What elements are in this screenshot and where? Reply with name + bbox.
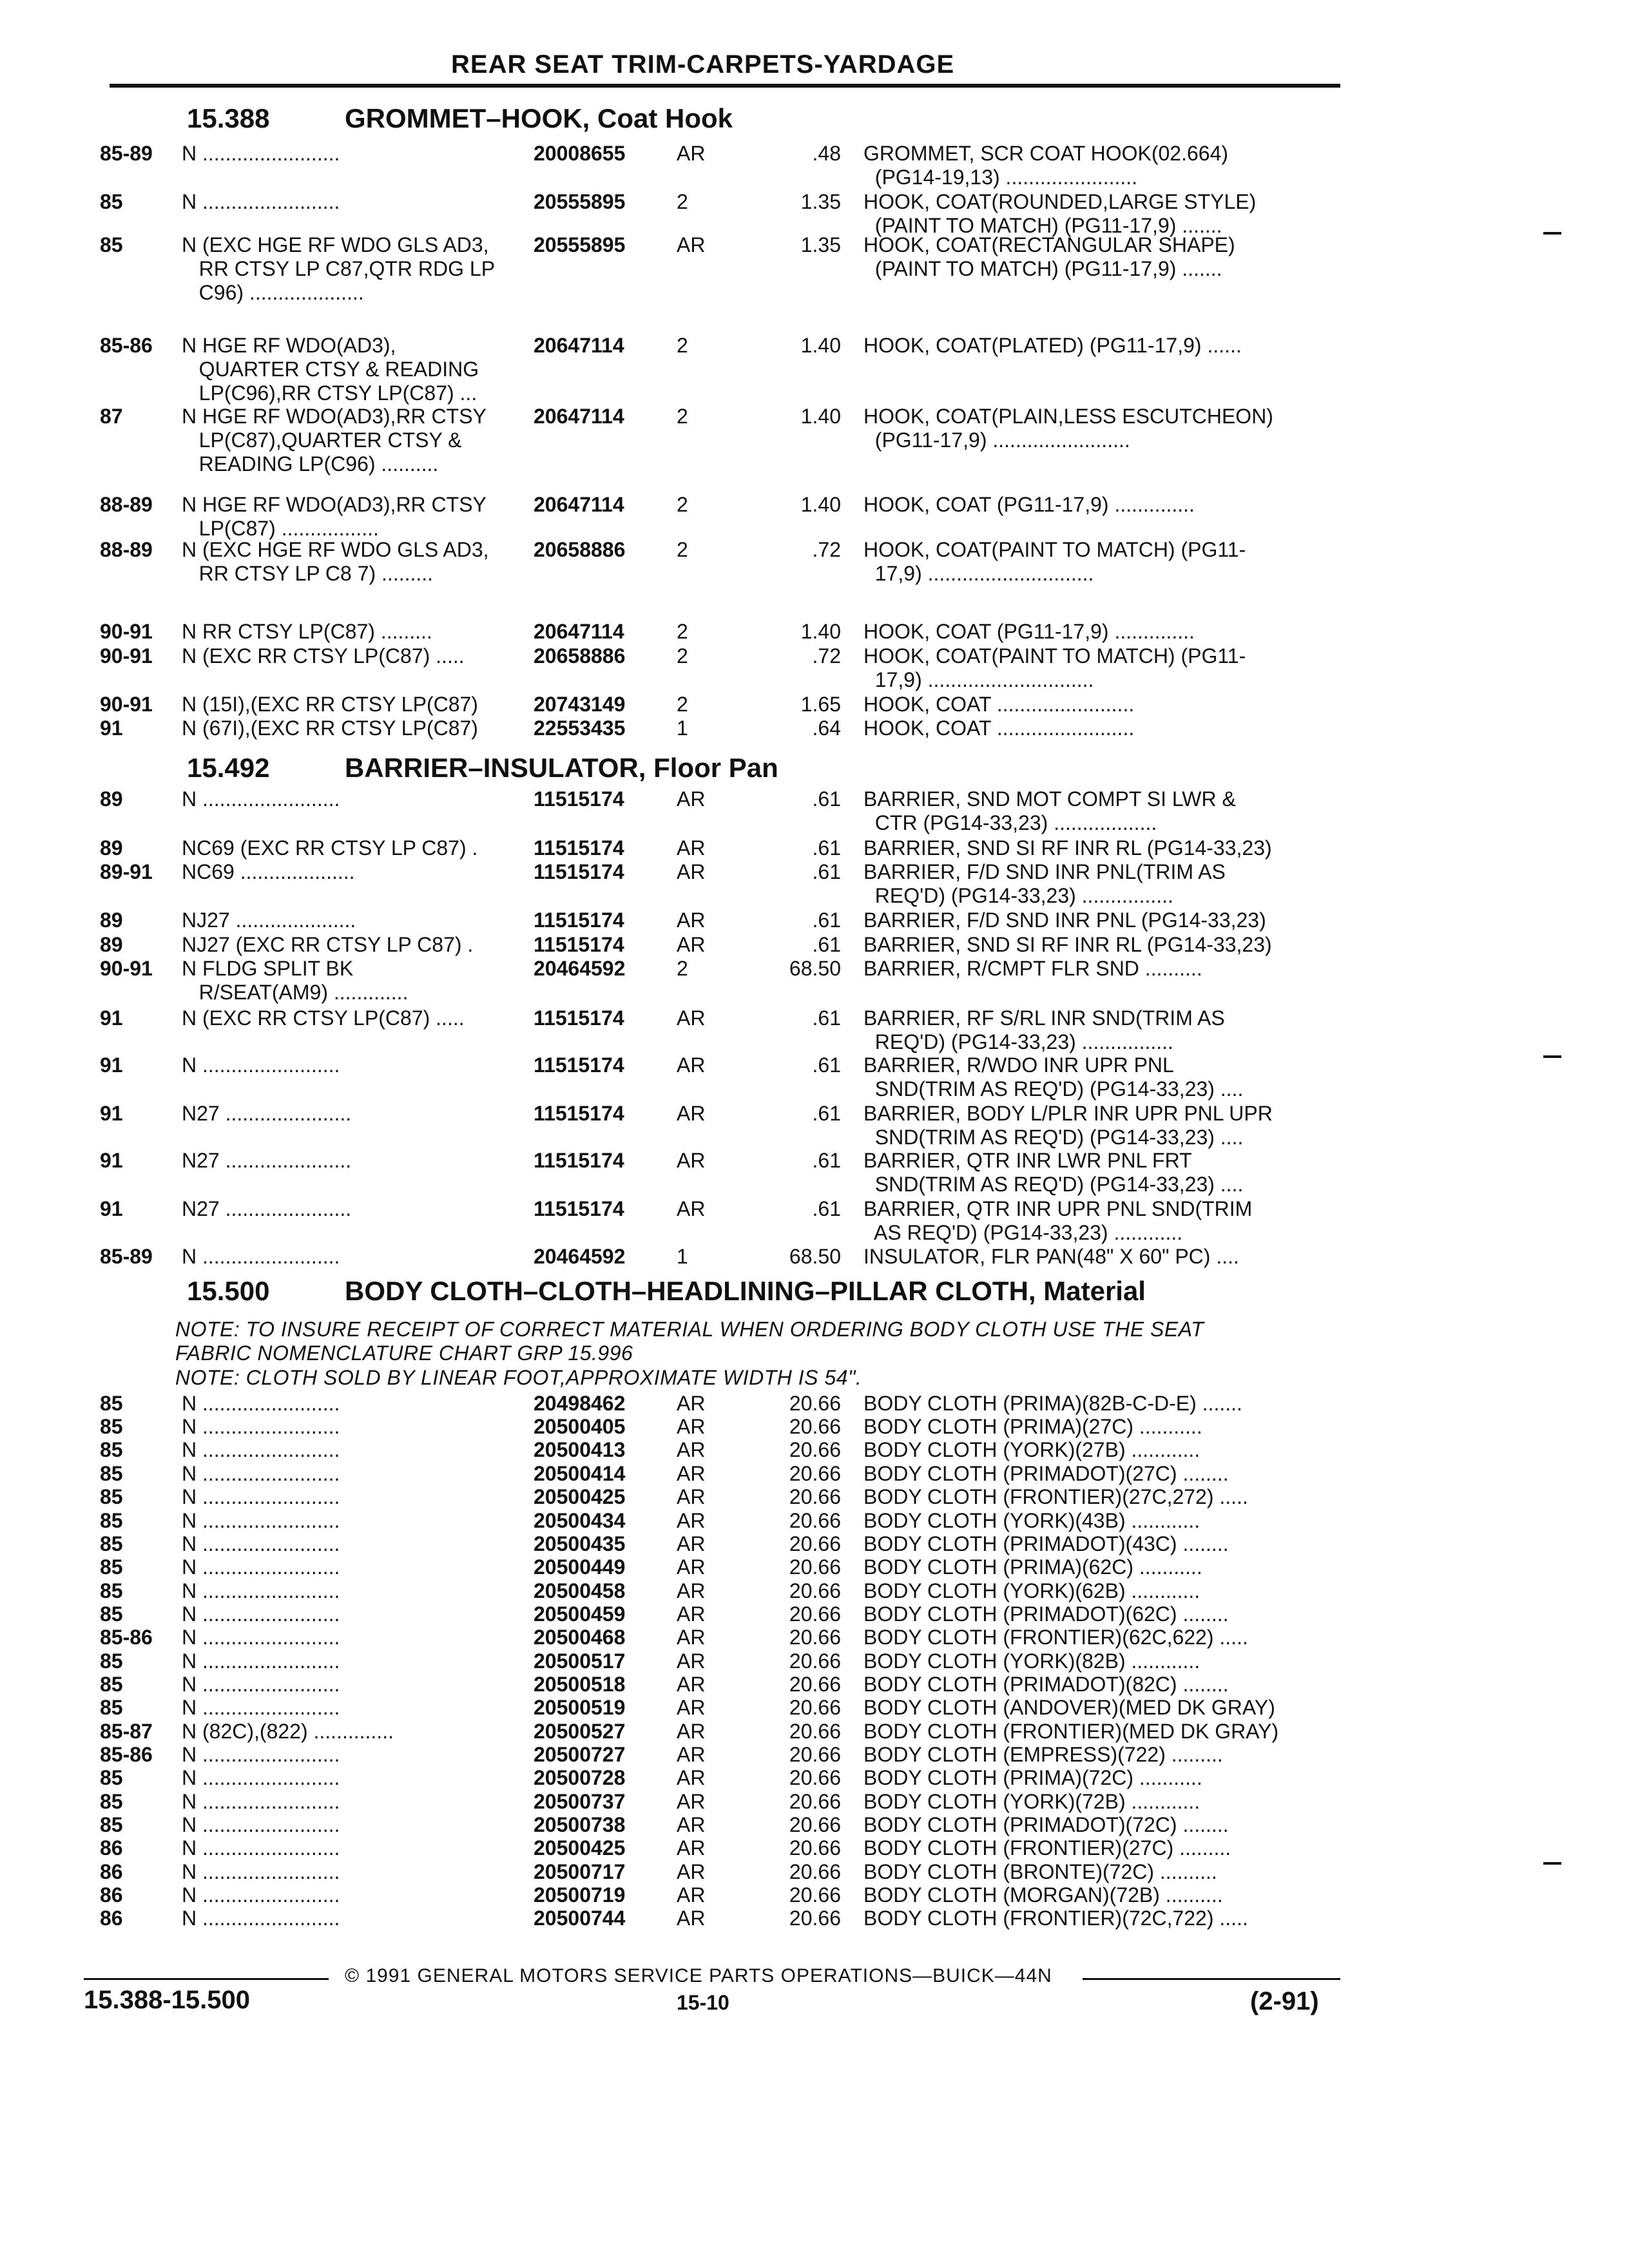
application: NJ27 (EXC RR CTSY LP C87) . bbox=[182, 933, 474, 956]
part-description: BARRIER, BODY L/PLR INR UPR PNL UPR SND(TRIM AS REQ'D) (PG14-33,23) .... bbox=[863, 1102, 1273, 1149]
part-description: HOOK, COAT (PG11-17,9) .............. bbox=[863, 493, 1195, 516]
application: N (EXC RR CTSY LP(C87) ..... bbox=[182, 644, 465, 668]
part-number: 11515174 bbox=[534, 860, 624, 883]
part-number: 20743149 bbox=[534, 693, 626, 716]
part-number: 20647114 bbox=[534, 493, 624, 516]
part-description: HOOK, COAT ........................ bbox=[863, 716, 1135, 740]
application: N27 ...................... bbox=[182, 1149, 352, 1172]
part-description: BODY CLOTH (PRIMADOT)(62C) ........ bbox=[863, 1602, 1229, 1626]
footer-group-range: 15.388-15.500 bbox=[84, 1986, 251, 2014]
part-description: BODY CLOTH (PRIMA)(62C) ........... bbox=[863, 1555, 1202, 1579]
model-years: 85-87 bbox=[100, 1720, 153, 1743]
footer-page-number: 15-10 bbox=[677, 1991, 729, 2014]
quantity: AR bbox=[677, 1649, 706, 1673]
model-years: 85-89 bbox=[100, 1245, 153, 1268]
part-number: 20500434 bbox=[534, 1509, 626, 1532]
part-description: GROMMET, SCR COAT HOOK(02.664) (PG14-19,13) ....................... bbox=[863, 142, 1229, 189]
part-number: 20658886 bbox=[534, 538, 626, 561]
application: N ........................ bbox=[182, 1883, 340, 1907]
price: 20.66 bbox=[789, 1532, 841, 1555]
application: N ........................ bbox=[182, 787, 340, 811]
application: N ........................ bbox=[182, 1532, 340, 1555]
application: N ........................ bbox=[182, 1836, 340, 1860]
application: N ........................ bbox=[182, 1555, 340, 1579]
quantity: AR bbox=[677, 1438, 706, 1461]
quantity: AR bbox=[677, 1766, 706, 1789]
part-description: BARRIER, SND SI RF INR RL (PG14-33,23) bbox=[863, 933, 1272, 956]
footer-rule-right bbox=[1083, 1978, 1340, 1980]
section-note: NOTE: CLOTH SOLD BY LINEAR FOOT,APPROXIMATE WIDTH IS 54". bbox=[175, 1366, 862, 1389]
application: N ........................ bbox=[182, 1860, 340, 1883]
part-description: BODY CLOTH (YORK)(82B) ............ bbox=[863, 1649, 1200, 1673]
price: 20.66 bbox=[789, 1579, 841, 1602]
quantity: 2 bbox=[677, 620, 688, 643]
part-description: BODY CLOTH (YORK)(62B) ............ bbox=[863, 1579, 1200, 1602]
part-number: 20008655 bbox=[534, 142, 626, 165]
model-years: 85 bbox=[100, 1579, 123, 1602]
part-description: BARRIER, F/D SND INR PNL(TRIM AS REQ'D) (PG14-33,23) ................ bbox=[863, 860, 1226, 907]
section-name: GROMMET–HOOK, Coat Hook bbox=[345, 103, 733, 133]
quantity: AR bbox=[677, 1907, 706, 1930]
quantity: AR bbox=[677, 1197, 706, 1220]
title-rule bbox=[110, 84, 1340, 88]
quantity: AR bbox=[677, 1149, 706, 1172]
price: 68.50 bbox=[789, 1245, 841, 1268]
part-number: 20500727 bbox=[534, 1743, 626, 1766]
part-description: HOOK, COAT(RECTANGULAR SHAPE) (PAINT TO MATCH) (PG11-17,9) ....... bbox=[863, 233, 1235, 280]
model-years: 85 bbox=[100, 1462, 123, 1485]
model-years: 89-91 bbox=[100, 860, 153, 883]
quantity: AR bbox=[677, 1883, 706, 1907]
application: N (15I),(EXC RR CTSY LP(C87) bbox=[182, 693, 478, 716]
quantity: AR bbox=[677, 787, 706, 811]
quantity: AR bbox=[677, 1006, 706, 1030]
section-number: 15.388 bbox=[187, 103, 270, 133]
quantity: 2 bbox=[677, 493, 688, 516]
price: 20.66 bbox=[789, 1860, 841, 1883]
part-description: BODY CLOTH (MORGAN)(72B) .......... bbox=[863, 1883, 1223, 1907]
model-years: 86 bbox=[100, 1836, 123, 1860]
quantity: AR bbox=[677, 1602, 706, 1626]
part-description: BODY CLOTH (PRIMADOT)(43C) ........ bbox=[863, 1532, 1229, 1555]
model-years: 85 bbox=[100, 1415, 123, 1438]
part-description: BODY CLOTH (FRONTIER)(27C) ......... bbox=[863, 1836, 1231, 1860]
price: 20.66 bbox=[789, 1883, 841, 1907]
model-years: 90-91 bbox=[100, 644, 153, 668]
part-number: 20500435 bbox=[534, 1532, 626, 1555]
part-description: BODY CLOTH (FRONTIER)(72C,722) ..... bbox=[863, 1907, 1248, 1930]
part-description: BARRIER, R/WDO INR UPR PNL SND(TRIM AS REQ'D) (PG14-33,23) .... bbox=[863, 1053, 1244, 1100]
application: N ........................ bbox=[182, 1696, 340, 1719]
section-number: 15.500 bbox=[187, 1276, 270, 1306]
part-description: BARRIER, F/D SND INR PNL (PG14-33,23) bbox=[863, 908, 1266, 932]
part-description: BODY CLOTH (PRIMADOT)(72C) ........ bbox=[863, 1813, 1229, 1836]
price: 20.66 bbox=[789, 1743, 841, 1766]
model-years: 91 bbox=[100, 1102, 123, 1125]
part-description: HOOK, COAT (PG11-17,9) .............. bbox=[863, 620, 1195, 643]
price: 20.66 bbox=[789, 1626, 841, 1649]
quantity: AR bbox=[677, 1790, 706, 1813]
model-years: 89 bbox=[100, 908, 123, 932]
price: 20.66 bbox=[789, 1649, 841, 1673]
model-years: 91 bbox=[100, 1197, 123, 1220]
part-number: 20647114 bbox=[534, 405, 624, 428]
quantity: 2 bbox=[677, 957, 688, 980]
model-years: 86 bbox=[100, 1907, 123, 1930]
part-number: 20500738 bbox=[534, 1813, 626, 1836]
price: 20.66 bbox=[789, 1509, 841, 1532]
price: .61 bbox=[812, 933, 841, 956]
margin-mark bbox=[1543, 1862, 1561, 1865]
quantity: AR bbox=[677, 1836, 706, 1860]
part-description: BARRIER, RF S/RL INR SND(TRIM AS REQ'D) (PG14-33,23) ................ bbox=[863, 1006, 1225, 1053]
application: N HGE RF WDO(AD3), QUARTER CTSY & READING LP(C96),RR CTSY LP(C87) ... bbox=[182, 334, 479, 405]
part-number: 20500405 bbox=[534, 1415, 626, 1438]
model-years: 86 bbox=[100, 1883, 123, 1907]
model-years: 91 bbox=[100, 1053, 123, 1077]
quantity: 2 bbox=[677, 190, 688, 213]
quantity: AR bbox=[677, 1485, 706, 1508]
quantity: AR bbox=[677, 1813, 706, 1836]
price: .61 bbox=[812, 1197, 841, 1220]
part-description: BODY CLOTH (PRIMADOT)(82C) ........ bbox=[863, 1673, 1229, 1696]
model-years: 85 bbox=[100, 1602, 123, 1626]
model-years: 89 bbox=[100, 787, 123, 811]
price: 20.66 bbox=[789, 1673, 841, 1696]
part-number: 20500413 bbox=[534, 1438, 626, 1461]
price: 20.66 bbox=[789, 1720, 841, 1743]
part-description: BARRIER, QTR INR LWR PNL FRT SND(TRIM AS REQ'D) (PG14-33,23) .... bbox=[863, 1149, 1244, 1196]
part-number: 20500459 bbox=[534, 1602, 626, 1626]
quantity: AR bbox=[677, 836, 706, 860]
part-number: 11515174 bbox=[534, 908, 624, 932]
margin-mark bbox=[1543, 232, 1561, 235]
application: N ........................ bbox=[182, 142, 340, 165]
part-description: HOOK, COAT(PAINT TO MATCH) (PG11- 17,9) ............................. bbox=[863, 538, 1246, 585]
part-number: 11515174 bbox=[534, 1102, 624, 1125]
quantity: AR bbox=[677, 1415, 706, 1438]
part-number: 20500425 bbox=[534, 1485, 626, 1508]
model-years: 88-89 bbox=[100, 538, 153, 561]
application: N ........................ bbox=[182, 1743, 340, 1766]
part-number: 20647114 bbox=[534, 620, 624, 643]
price: 1.40 bbox=[800, 405, 841, 428]
part-number: 11515174 bbox=[534, 1053, 624, 1077]
application: N ........................ bbox=[182, 1673, 340, 1696]
part-number: 20500744 bbox=[534, 1907, 626, 1930]
price: 20.66 bbox=[789, 1438, 841, 1461]
price: 1.65 bbox=[800, 693, 841, 716]
part-description: BODY CLOTH (FRONTIER)(62C,622) ..... bbox=[863, 1626, 1248, 1649]
price: 20.66 bbox=[789, 1392, 841, 1415]
part-description: BODY CLOTH (PRIMA)(82B-C-D-E) ....... bbox=[863, 1392, 1242, 1415]
part-number: 11515174 bbox=[534, 787, 624, 811]
quantity: AR bbox=[677, 860, 706, 883]
quantity: AR bbox=[677, 1102, 706, 1125]
quantity: AR bbox=[677, 1532, 706, 1555]
price: 20.66 bbox=[789, 1485, 841, 1508]
part-number: 20500518 bbox=[534, 1673, 626, 1696]
part-description: BODY CLOTH (EMPRESS)(722) ......... bbox=[863, 1743, 1223, 1766]
application: N ........................ bbox=[182, 1245, 340, 1268]
part-description: HOOK, COAT ........................ bbox=[863, 693, 1135, 716]
quantity: AR bbox=[677, 1696, 706, 1719]
part-description: BODY CLOTH (FRONTIER)(MED DK GRAY) bbox=[863, 1720, 1279, 1743]
model-years: 86 bbox=[100, 1860, 123, 1883]
part-description: BODY CLOTH (PRIMADOT)(27C) ........ bbox=[863, 1462, 1229, 1485]
model-years: 85 bbox=[100, 1790, 123, 1813]
part-number: 20500719 bbox=[534, 1883, 626, 1907]
quantity: AR bbox=[677, 933, 706, 956]
section-note: NOTE: TO INSURE RECEIPT OF CORRECT MATERIAL WHEN ORDERING BODY CLOTH USE THE SEAT bbox=[175, 1318, 1204, 1341]
application: N ........................ bbox=[182, 1053, 340, 1077]
application: NC69 (EXC RR CTSY LP C87) . bbox=[182, 836, 478, 860]
model-years: 85 bbox=[100, 233, 123, 256]
part-description: BARRIER, R/CMPT FLR SND .......... bbox=[863, 957, 1202, 980]
quantity: 2 bbox=[677, 693, 688, 716]
price: 20.66 bbox=[789, 1415, 841, 1438]
price: 20.66 bbox=[789, 1696, 841, 1719]
application: N ........................ bbox=[182, 1813, 340, 1836]
quantity: 1 bbox=[677, 716, 688, 740]
part-number: 20500449 bbox=[534, 1555, 626, 1579]
section-note: FABRIC NOMENCLATURE CHART GRP 15.996 bbox=[175, 1341, 633, 1365]
quantity: AR bbox=[677, 1673, 706, 1696]
price: 1.35 bbox=[800, 190, 841, 213]
price: 1.40 bbox=[800, 493, 841, 516]
application: N (67I),(EXC RR CTSY LP(C87) bbox=[182, 716, 478, 740]
model-years: 89 bbox=[100, 933, 123, 956]
part-description: INSULATOR, FLR PAN(48" X 60" PC) .... bbox=[863, 1245, 1239, 1268]
footer-copyright: © 1991 GENERAL MOTORS SERVICE PARTS OPERATIONS—BUICK—44N bbox=[345, 1965, 1052, 1986]
application: N ........................ bbox=[182, 1649, 340, 1673]
model-years: 85 bbox=[100, 1649, 123, 1673]
part-number: 20658886 bbox=[534, 644, 626, 668]
part-description: HOOK, COAT(PLATED) (PG11-17,9) ...... bbox=[863, 334, 1242, 357]
part-description: BARRIER, QTR INR UPR PNL SND(TRIM AS REQ'D) (PG14-33,23) ............ bbox=[863, 1197, 1253, 1244]
quantity: 2 bbox=[677, 334, 688, 357]
quantity: AR bbox=[677, 1462, 706, 1485]
quantity: AR bbox=[677, 1626, 706, 1649]
price: .61 bbox=[812, 1149, 841, 1172]
part-number: 20500527 bbox=[534, 1720, 626, 1743]
part-number: 11515174 bbox=[534, 1006, 624, 1030]
application: N FLDG SPLIT BK R/SEAT(AM9) ............. bbox=[182, 957, 409, 1004]
model-years: 85 bbox=[100, 1696, 123, 1719]
quantity: AR bbox=[677, 1555, 706, 1579]
part-number: 20500458 bbox=[534, 1579, 626, 1602]
quantity: 2 bbox=[677, 538, 688, 561]
part-description: BODY CLOTH (YORK)(43B) ............ bbox=[863, 1509, 1200, 1532]
part-number: 20647114 bbox=[534, 334, 624, 357]
application: N ........................ bbox=[182, 1415, 340, 1438]
model-years: 85 bbox=[100, 1813, 123, 1836]
application: N ........................ bbox=[182, 1626, 340, 1649]
page-title: REAR SEAT TRIM-CARPETS-YARDAGE bbox=[451, 50, 955, 79]
price: .61 bbox=[812, 787, 841, 811]
application: N HGE RF WDO(AD3),RR CTSY LP(C87),QUARTER CTSY & READING LP(C96) .......... bbox=[182, 405, 487, 476]
quantity: AR bbox=[677, 233, 706, 256]
quantity: AR bbox=[677, 1743, 706, 1766]
part-number: 11515174 bbox=[534, 933, 624, 956]
application: N ........................ bbox=[182, 190, 340, 213]
application: N ........................ bbox=[182, 1579, 340, 1602]
application: N ........................ bbox=[182, 1509, 340, 1532]
model-years: 90-91 bbox=[100, 620, 153, 643]
price: .61 bbox=[812, 860, 841, 883]
model-years: 85-86 bbox=[100, 1743, 153, 1766]
application: N ........................ bbox=[182, 1602, 340, 1626]
application: NJ27 ..................... bbox=[182, 908, 356, 932]
price: .61 bbox=[812, 1102, 841, 1125]
price: 68.50 bbox=[789, 957, 841, 980]
part-description: BODY CLOTH (YORK)(72B) ............ bbox=[863, 1790, 1200, 1813]
model-years: 85 bbox=[100, 190, 123, 213]
application: N ........................ bbox=[182, 1790, 340, 1813]
part-number: 20500414 bbox=[534, 1462, 626, 1485]
quantity: 2 bbox=[677, 405, 688, 428]
model-years: 85 bbox=[100, 1555, 123, 1579]
part-description: BODY CLOTH (YORK)(27B) ............ bbox=[863, 1438, 1200, 1461]
application: N (82C),(822) .............. bbox=[182, 1720, 394, 1743]
part-number: 20500519 bbox=[534, 1696, 626, 1719]
part-number: 20500717 bbox=[534, 1860, 626, 1883]
part-description: BODY CLOTH (ANDOVER)(MED DK GRAY) bbox=[863, 1696, 1275, 1719]
footer-rule-left bbox=[84, 1978, 329, 1980]
model-years: 85 bbox=[100, 1485, 123, 1508]
model-years: 89 bbox=[100, 836, 123, 860]
quantity: AR bbox=[677, 1579, 706, 1602]
footer-date: (2-91) bbox=[1250, 1987, 1319, 2015]
model-years: 90-91 bbox=[100, 693, 153, 716]
application: N HGE RF WDO(AD3),RR CTSY LP(C87) ................. bbox=[182, 493, 487, 540]
application: N RR CTSY LP(C87) ......... bbox=[182, 620, 432, 643]
model-years: 91 bbox=[100, 1006, 123, 1030]
part-description: BARRIER, SND SI RF INR RL (PG14-33,23) bbox=[863, 836, 1272, 860]
section-number: 15.492 bbox=[187, 753, 270, 783]
part-number: 20500425 bbox=[534, 1836, 626, 1860]
price: 1.40 bbox=[800, 620, 841, 643]
margin-mark bbox=[1543, 1055, 1561, 1058]
part-description: BODY CLOTH (PRIMA)(27C) ........... bbox=[863, 1415, 1202, 1438]
part-number: 22553435 bbox=[534, 716, 626, 740]
price: 20.66 bbox=[789, 1602, 841, 1626]
part-number: 20498462 bbox=[534, 1392, 626, 1415]
model-years: 85-86 bbox=[100, 1626, 153, 1649]
model-years: 85 bbox=[100, 1532, 123, 1555]
application: N27 ...................... bbox=[182, 1197, 352, 1220]
part-number: 20464592 bbox=[534, 1245, 626, 1268]
model-years: 85 bbox=[100, 1673, 123, 1696]
price: 20.66 bbox=[789, 1836, 841, 1860]
model-years: 90-91 bbox=[100, 957, 153, 980]
model-years: 85 bbox=[100, 1509, 123, 1532]
price: 20.66 bbox=[789, 1766, 841, 1789]
price: .61 bbox=[812, 1006, 841, 1030]
application: N27 ...................... bbox=[182, 1102, 352, 1125]
part-number: 20555895 bbox=[534, 233, 626, 256]
part-number: 20500468 bbox=[534, 1626, 626, 1649]
part-number: 11515174 bbox=[534, 1197, 624, 1220]
model-years: 88-89 bbox=[100, 493, 153, 516]
application: N (EXC HGE RF WDO GLS AD3, RR CTSY LP C8 7) ......... bbox=[182, 538, 489, 585]
model-years: 91 bbox=[100, 716, 123, 740]
quantity: AR bbox=[677, 1392, 706, 1415]
quantity: 2 bbox=[677, 644, 688, 668]
application: N ........................ bbox=[182, 1392, 340, 1415]
part-description: HOOK, COAT(PLAIN,LESS ESCUTCHEON) (PG11-17,9) ........................ bbox=[863, 405, 1273, 452]
model-years: 91 bbox=[100, 1149, 123, 1172]
application: N ........................ bbox=[182, 1766, 340, 1789]
part-number: 11515174 bbox=[534, 836, 624, 860]
application: NC69 .................... bbox=[182, 860, 355, 883]
price: 1.35 bbox=[800, 233, 841, 256]
part-description: BODY CLOTH (BRONTE)(72C) .......... bbox=[863, 1860, 1217, 1883]
application: N ........................ bbox=[182, 1907, 340, 1930]
application: N ........................ bbox=[182, 1438, 340, 1461]
part-description: BODY CLOTH (FRONTIER)(27C,272) ..... bbox=[863, 1485, 1248, 1508]
price: .72 bbox=[812, 644, 841, 668]
application: N (EXC RR CTSY LP(C87) ..... bbox=[182, 1006, 465, 1030]
quantity: AR bbox=[677, 908, 706, 932]
quantity: 1 bbox=[677, 1245, 688, 1268]
price: 20.66 bbox=[789, 1462, 841, 1485]
part-description: HOOK, COAT(ROUNDED,LARGE STYLE) (PAINT TO MATCH) (PG11-17,9) ....... bbox=[863, 190, 1257, 237]
part-description: HOOK, COAT(PAINT TO MATCH) (PG11- 17,9) ............................. bbox=[863, 644, 1246, 691]
model-years: 85 bbox=[100, 1766, 123, 1789]
model-years: 85-86 bbox=[100, 334, 153, 357]
price: .61 bbox=[812, 836, 841, 860]
part-number: 20464592 bbox=[534, 957, 626, 980]
model-years: 85 bbox=[100, 1392, 123, 1415]
application: N ........................ bbox=[182, 1485, 340, 1508]
section-name: BARRIER–INSULATOR, Floor Pan bbox=[345, 753, 778, 783]
price: 20.66 bbox=[789, 1813, 841, 1836]
application: N ........................ bbox=[182, 1462, 340, 1485]
application: N (EXC HGE RF WDO GLS AD3, RR CTSY LP C87,QTR RDG LP C96) .................... bbox=[182, 233, 496, 304]
quantity: AR bbox=[677, 142, 706, 165]
price: 20.66 bbox=[789, 1555, 841, 1579]
part-number: 20500728 bbox=[534, 1766, 626, 1789]
price: 20.66 bbox=[789, 1907, 841, 1930]
part-number: 20500517 bbox=[534, 1649, 626, 1673]
model-years: 85-89 bbox=[100, 142, 153, 165]
model-years: 87 bbox=[100, 405, 123, 428]
price: 1.40 bbox=[800, 334, 841, 357]
quantity: AR bbox=[677, 1720, 706, 1743]
quantity: AR bbox=[677, 1509, 706, 1532]
quantity: AR bbox=[677, 1860, 706, 1883]
part-number: 11515174 bbox=[534, 1149, 624, 1172]
part-number: 20500737 bbox=[534, 1790, 626, 1813]
price: .61 bbox=[812, 1053, 841, 1077]
price: 20.66 bbox=[789, 1790, 841, 1813]
part-description: BODY CLOTH (PRIMA)(72C) ........... bbox=[863, 1766, 1202, 1789]
price: .48 bbox=[812, 142, 841, 165]
price: .61 bbox=[812, 908, 841, 932]
section-name: BODY CLOTH–CLOTH–HEADLINING–PILLAR CLOTH, Material bbox=[345, 1276, 1146, 1306]
part-description: BARRIER, SND MOT COMPT SI LWR & CTR (PG14-33,23) .................. bbox=[863, 787, 1236, 834]
quantity: AR bbox=[677, 1053, 706, 1077]
price: .64 bbox=[812, 716, 841, 740]
model-years: 85 bbox=[100, 1438, 123, 1461]
price: .72 bbox=[812, 538, 841, 561]
part-number: 20555895 bbox=[534, 190, 626, 213]
